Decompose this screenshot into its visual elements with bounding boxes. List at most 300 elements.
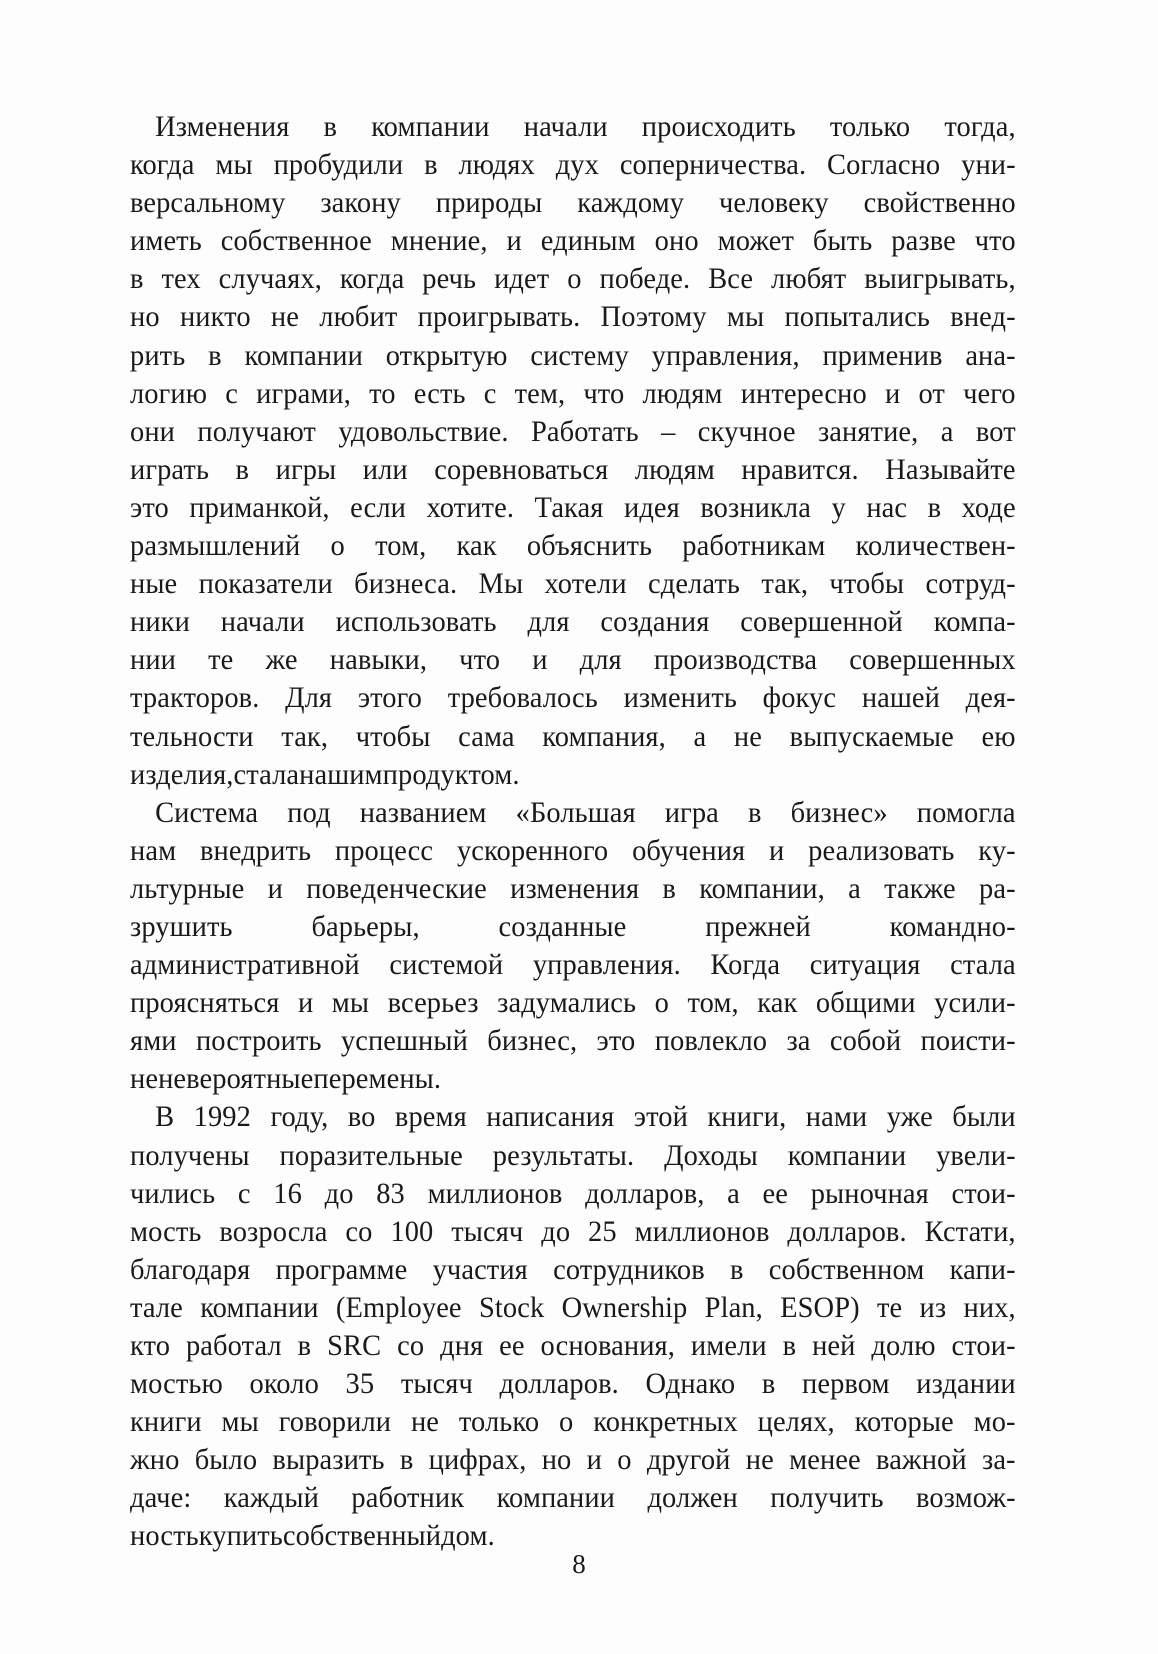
word: или (362, 453, 408, 486)
word: показатели (198, 568, 333, 601)
word: дня (440, 1330, 484, 1362)
word: бизнес» (790, 796, 888, 829)
word: до (541, 1215, 571, 1248)
word: с (237, 1177, 251, 1210)
word: стала (950, 949, 1016, 982)
word: процесс (334, 834, 434, 867)
text-line (130, 679, 1016, 717)
word: в (208, 339, 222, 372)
word: издании (916, 1368, 1016, 1401)
word: интересно (740, 377, 867, 410)
word: собственное (220, 225, 372, 258)
word: не (410, 1406, 440, 1439)
text-line (130, 1098, 1016, 1136)
word: рить (130, 339, 186, 372)
text-line (130, 298, 1016, 336)
word: году, (270, 1101, 329, 1134)
word: ходе (961, 491, 1016, 524)
word: и (769, 834, 785, 867)
word: выпускаемые (789, 720, 954, 753)
word: нас (866, 491, 908, 524)
word: а (693, 720, 707, 753)
word: имели (690, 1330, 767, 1362)
word: 83 (376, 1177, 405, 1210)
word: конкретных (593, 1406, 738, 1439)
word: книги (130, 1406, 202, 1439)
word: в (297, 1330, 312, 1362)
text-line (130, 1060, 1016, 1098)
word: 25 (588, 1215, 617, 1248)
word: том, (687, 987, 739, 1020)
word: стала (233, 758, 300, 791)
word: время (394, 1101, 467, 1134)
word: навыки, (329, 644, 428, 677)
word: выразить (272, 1444, 385, 1477)
word: В (155, 1101, 175, 1134)
word: производства (653, 644, 818, 677)
word: ее (499, 1330, 525, 1362)
word: о (617, 1444, 632, 1477)
text-line (130, 603, 1016, 641)
word: случаях, (218, 263, 322, 296)
word: размышлений (130, 530, 301, 563)
word: уни- (961, 149, 1016, 182)
word: возникла (700, 491, 811, 524)
text-line (130, 375, 1016, 413)
word: тракторов. (130, 682, 260, 715)
word: Plan, (704, 1291, 763, 1324)
word: людям (642, 377, 723, 410)
word: и (506, 225, 522, 258)
word: приманкой, (189, 491, 330, 524)
word: те (208, 644, 234, 677)
text-line (130, 337, 1016, 375)
word: в (662, 872, 676, 905)
word: оно (654, 225, 699, 258)
word: а (940, 415, 954, 448)
word: начали (220, 606, 305, 639)
word: компании (244, 339, 363, 372)
word: другой (646, 1444, 731, 1477)
word: в (323, 111, 338, 143)
word: поразительные (279, 1139, 463, 1172)
word: ра- (979, 872, 1016, 905)
word: изменить (623, 682, 737, 715)
word: компания, (542, 720, 666, 753)
text-line (130, 718, 1016, 756)
text-line (130, 946, 1016, 984)
word: может (717, 225, 794, 258)
word: управления. (532, 949, 681, 982)
word: изменения (510, 872, 640, 905)
word: что (583, 377, 625, 410)
word: 16 (273, 1177, 302, 1210)
word: для (579, 644, 622, 677)
text-line (130, 222, 1016, 260)
word: идея (623, 491, 680, 524)
word: для (527, 606, 570, 639)
text-line (130, 1213, 1016, 1251)
word: от (918, 377, 945, 410)
word: закону (320, 187, 401, 220)
word: за (786, 1025, 811, 1058)
word: долю (871, 1330, 936, 1362)
word: миллионов (634, 1215, 770, 1248)
word: получены (130, 1139, 250, 1172)
word: не (733, 720, 762, 753)
word: только (829, 111, 911, 143)
word: 1992 (193, 1101, 251, 1134)
word: победе. (599, 263, 691, 296)
word: чтобы (829, 568, 905, 601)
word: никто (179, 301, 251, 334)
word: целях, (757, 1406, 835, 1439)
word: каждому (577, 187, 685, 220)
word: хотели (544, 568, 627, 601)
word: в (235, 453, 250, 486)
word: дух (555, 149, 599, 182)
word: повлекло (654, 1025, 768, 1058)
word: а (727, 1177, 740, 1210)
word: компании (371, 111, 490, 143)
word: (Employee (335, 1291, 462, 1324)
word: Когда (710, 949, 781, 982)
word: фокус (762, 682, 837, 715)
word: под (287, 796, 331, 829)
word: происходить (641, 111, 796, 143)
word: невероятные (158, 1063, 314, 1096)
word: бизнес, (487, 1025, 578, 1058)
word: совершенных (849, 644, 1016, 677)
word: о (330, 530, 345, 563)
word: основания, (540, 1330, 675, 1362)
word: 100 (390, 1215, 434, 1248)
word: возросла (219, 1215, 328, 1248)
word: мостью (130, 1368, 223, 1401)
word: любит (319, 301, 398, 334)
word: ность (130, 1520, 199, 1553)
text-line (130, 1251, 1016, 1289)
word: в (424, 149, 438, 182)
word: в (747, 796, 762, 829)
word: этого (357, 682, 423, 715)
word: капи- (949, 1253, 1016, 1286)
word: в (927, 491, 942, 524)
word: в (399, 1444, 414, 1477)
text-line (130, 832, 1016, 870)
word: «Большая (515, 796, 636, 829)
word: те (877, 1291, 903, 1324)
word: но (541, 1444, 572, 1477)
word: начали (523, 111, 608, 143)
word: это (596, 1025, 636, 1058)
word: что (459, 644, 501, 677)
word: Работать (530, 415, 639, 448)
word: реализовать (808, 834, 955, 867)
word: командно- (889, 910, 1016, 943)
word: управления, (651, 339, 800, 372)
word: со (397, 1330, 425, 1362)
word: успешный (340, 1025, 468, 1058)
word: даче: (130, 1482, 192, 1515)
word: рыночная (810, 1177, 929, 1210)
word: у (831, 491, 846, 524)
text-line (130, 413, 1016, 451)
text-line (130, 527, 1016, 565)
word: попытались (784, 301, 931, 334)
word: речь (422, 263, 477, 296)
word: Stock (478, 1291, 545, 1324)
text-line (130, 1441, 1016, 1479)
word: соревноваться (434, 453, 609, 486)
word: работал (185, 1330, 282, 1362)
word: прежней (705, 910, 811, 943)
word: во (347, 1101, 376, 1134)
word: важной (876, 1444, 967, 1477)
text-line (130, 1289, 1016, 1327)
word: и (532, 644, 548, 677)
word: ку- (978, 834, 1016, 867)
word: и (586, 1444, 603, 1477)
word: Доходы (664, 1139, 758, 1172)
word: цифрах, (428, 1444, 527, 1477)
word: каждый (223, 1482, 319, 1515)
text-line (130, 184, 1016, 222)
word: внедрить (199, 834, 312, 867)
word: о (654, 987, 669, 1020)
paragraph (130, 108, 1016, 794)
word: удовольствие. (338, 415, 509, 448)
word: долларов, (585, 1177, 705, 1210)
word: перемены. (313, 1063, 442, 1096)
word: и (884, 377, 901, 410)
word: ее (762, 1177, 789, 1210)
word: дом. (441, 1520, 495, 1553)
word: миллионов (427, 1177, 563, 1210)
word: мы (331, 987, 370, 1020)
word: 35 (345, 1368, 375, 1401)
word: Однако (645, 1368, 736, 1401)
text-line (130, 1365, 1016, 1403)
word: первом (802, 1368, 890, 1401)
text-line (130, 1022, 1016, 1060)
word: барьеры, (311, 910, 420, 943)
word: идет (494, 263, 550, 296)
word: занятие, (817, 415, 919, 448)
word: мы (726, 301, 765, 334)
word: но (130, 301, 160, 334)
word: собственном (768, 1253, 925, 1286)
word: продуктом. (382, 758, 520, 791)
word: то (369, 377, 396, 410)
word: о (559, 1406, 574, 1439)
word: ускоренного (456, 834, 609, 867)
word: природы (435, 187, 543, 220)
word: участия (432, 1253, 528, 1286)
word: тельности (130, 720, 254, 753)
word: получают (197, 415, 316, 448)
word: быть (812, 225, 873, 258)
text-line (130, 756, 1016, 794)
word: тогда, (944, 111, 1016, 143)
word: открытую (385, 339, 508, 372)
page-number: 8 (572, 1549, 586, 1579)
text-line (130, 908, 1016, 946)
word: до (324, 1177, 354, 1210)
word: если (350, 491, 406, 524)
word: проигрывать. (417, 301, 581, 334)
word: компании (787, 1139, 907, 1172)
word: мо- (973, 1406, 1016, 1439)
word: играть (130, 453, 210, 486)
word: работник (351, 1482, 465, 1515)
word: нашим (299, 758, 383, 791)
word: со (345, 1215, 373, 1248)
word: написания (486, 1101, 615, 1134)
word: нами (805, 1101, 868, 1134)
word: когда (339, 263, 405, 296)
page-text-block (130, 108, 1016, 1556)
word: стои- (951, 1177, 1016, 1210)
word: только (458, 1406, 540, 1439)
word: систему (530, 339, 629, 372)
word: чились (130, 1177, 216, 1210)
word: кто (130, 1330, 171, 1362)
word: играми, (256, 377, 351, 410)
word: в (730, 1253, 744, 1286)
word: Мы (478, 568, 524, 601)
word: Поэтому (600, 301, 707, 334)
word: чтобы (355, 720, 431, 753)
word: тысяч (400, 1368, 473, 1401)
word: нравится. (741, 453, 859, 486)
word: Ownership (561, 1291, 688, 1324)
word: людям (634, 453, 715, 486)
word: долларов. (787, 1215, 907, 1248)
word: и (297, 987, 314, 1020)
word: любят (771, 263, 847, 296)
word: ана- (965, 339, 1016, 372)
word: иметь (130, 225, 202, 258)
word: том, (375, 530, 427, 563)
word: результаты. (492, 1139, 635, 1172)
word: должен (647, 1482, 738, 1515)
word: вот (975, 415, 1016, 448)
word: Называйте (885, 453, 1016, 486)
word: купить (198, 1520, 283, 1553)
word: – (661, 415, 676, 448)
word: единым (540, 225, 636, 258)
word: совершенной (740, 606, 903, 639)
word: также (884, 872, 956, 905)
word: это (130, 491, 169, 524)
word: так, (761, 568, 809, 601)
word: административной (130, 949, 360, 982)
word: чего (963, 377, 1016, 410)
word: ситуация (809, 949, 921, 982)
word: которые (854, 1406, 954, 1439)
word: нам (130, 834, 177, 867)
word: было (194, 1444, 258, 1477)
word: сама (458, 720, 515, 753)
word: свойственно (863, 187, 1016, 220)
word: количествен- (855, 530, 1016, 563)
word: Система (155, 796, 259, 829)
word: как (757, 987, 798, 1020)
paragraph (130, 794, 1016, 1099)
word: внед- (950, 301, 1016, 334)
word: сотрудников (553, 1253, 705, 1286)
word: системой (389, 949, 504, 982)
word: поисти- (920, 1025, 1016, 1058)
word: не (270, 301, 299, 334)
word: хотите. (426, 491, 515, 524)
word: пробудили (273, 149, 404, 182)
word: тысяч (451, 1215, 524, 1248)
word: усили- (934, 987, 1016, 1020)
word: ею (981, 720, 1016, 753)
word: этой (633, 1101, 688, 1134)
word: компании (496, 1482, 616, 1515)
text-line (130, 641, 1016, 679)
word: компа- (933, 606, 1016, 639)
word: за- (981, 1444, 1016, 1477)
word: долларов. (499, 1368, 619, 1401)
word: менее (789, 1444, 861, 1477)
word: ESOP) (780, 1291, 860, 1324)
word: мы (215, 149, 253, 182)
word: названием (359, 796, 487, 829)
text-line (130, 794, 1016, 832)
word: программе (275, 1253, 408, 1286)
word: с (483, 377, 497, 410)
word: Кстати, (924, 1215, 1016, 1248)
paragraph (130, 1098, 1016, 1555)
word: собой (829, 1025, 902, 1058)
word: говорили (278, 1406, 392, 1439)
word: собственный (282, 1520, 442, 1553)
word: игры (275, 453, 337, 486)
word: требовалось (447, 682, 598, 715)
word: бизнеса. (354, 568, 458, 601)
text-line (130, 260, 1016, 298)
text-line (130, 1175, 1016, 1213)
word: не (745, 1444, 774, 1477)
word: же (265, 644, 298, 677)
word: общими (815, 987, 916, 1020)
word: проясняться (130, 987, 280, 1020)
word: игра (664, 796, 719, 829)
word: компании, (699, 872, 825, 905)
word: всерьез (387, 987, 479, 1020)
word: они (130, 415, 175, 448)
word: версальному (130, 187, 286, 220)
word: логию (130, 377, 208, 410)
text-line (130, 451, 1016, 489)
word: создания (600, 606, 710, 639)
word: Все (708, 263, 754, 296)
word: тех (161, 263, 201, 296)
word: построить (195, 1025, 322, 1058)
text-line (130, 108, 1016, 146)
word: них, (963, 1291, 1016, 1324)
word: ники (130, 606, 190, 639)
word: скучное (697, 415, 796, 448)
text-line (130, 1137, 1016, 1175)
word: жно (130, 1444, 180, 1477)
word: ями (130, 1025, 177, 1058)
word: сотруд- (925, 568, 1016, 601)
